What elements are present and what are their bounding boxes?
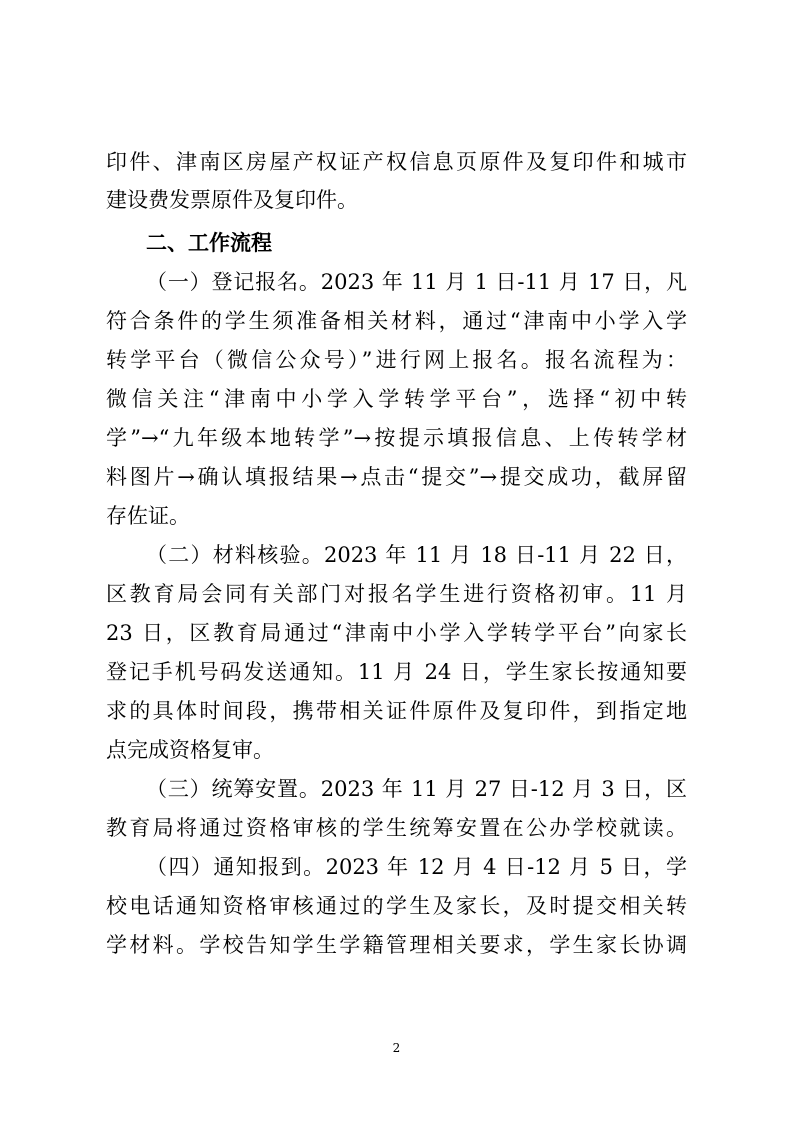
paragraph-line: 学材料。学校告知学生学籍管理相关要求，学生家长协调 bbox=[106, 933, 687, 957]
paragraph-line: （四）通知报到。2023 年 12 月 4 日-12 月 5 日，学 bbox=[146, 855, 687, 879]
paragraph-line: 求的具体时间段，携带相关证件原件及复印件，到指定地 bbox=[106, 699, 687, 723]
paragraph-line: 教育局将通过资格审核的学生统筹安置在公办学校就读。 bbox=[106, 816, 687, 840]
paragraph-line: 微信关注“津南中小学入学转学平台”，选择“初中转 bbox=[106, 387, 687, 411]
paragraph-line: 登记手机号码发送通知。11 月 24 日，学生家长按通知要 bbox=[106, 660, 687, 684]
paragraph-line: 印件、津南区房屋产权证产权信息页原件及复印件和城市 bbox=[106, 150, 687, 174]
paragraph-line: （一）登记报名。2023 年 11 月 1 日-11 月 17 日，凡 bbox=[146, 270, 687, 294]
paragraph-line: （二）材料核验。2023 年 11 月 18 日-11 月 22 日， bbox=[146, 543, 687, 567]
section-heading: 二、工作流程 bbox=[146, 231, 272, 255]
paragraph-line: 料图片→确认填报结果→点击“提交”→提交成功，截屏留 bbox=[106, 465, 687, 489]
paragraph-line: （三）统筹安置。2023 年 11 月 27 日-12 月 3 日，区 bbox=[146, 777, 687, 801]
paragraph-line: 转学平台（微信公众号）”进行网上报名。报名流程为： bbox=[106, 348, 687, 372]
paragraph-line: 校电话通知资格审核通过的学生及家长，及时提交相关转 bbox=[106, 894, 687, 918]
paragraph-line: 点完成资格复审。 bbox=[106, 738, 274, 762]
paragraph-line: 23 日，区教育局通过“津南中小学入学转学平台”向家长 bbox=[106, 621, 687, 645]
page-number: 2 bbox=[392, 1041, 401, 1055]
paragraph-line: 区教育局会同有关部门对报名学生进行资格初审。11 月 bbox=[106, 582, 687, 606]
paragraph-line: 建设费发票原件及复印件。 bbox=[106, 188, 358, 212]
paragraph-line: 符合条件的学生须准备相关材料，通过“津南中小学入学 bbox=[106, 309, 687, 333]
paragraph-line: 学”→“九年级本地转学”→按提示填报信息、上传转学材 bbox=[106, 426, 687, 450]
paragraph-line: 存佐证。 bbox=[106, 504, 190, 528]
